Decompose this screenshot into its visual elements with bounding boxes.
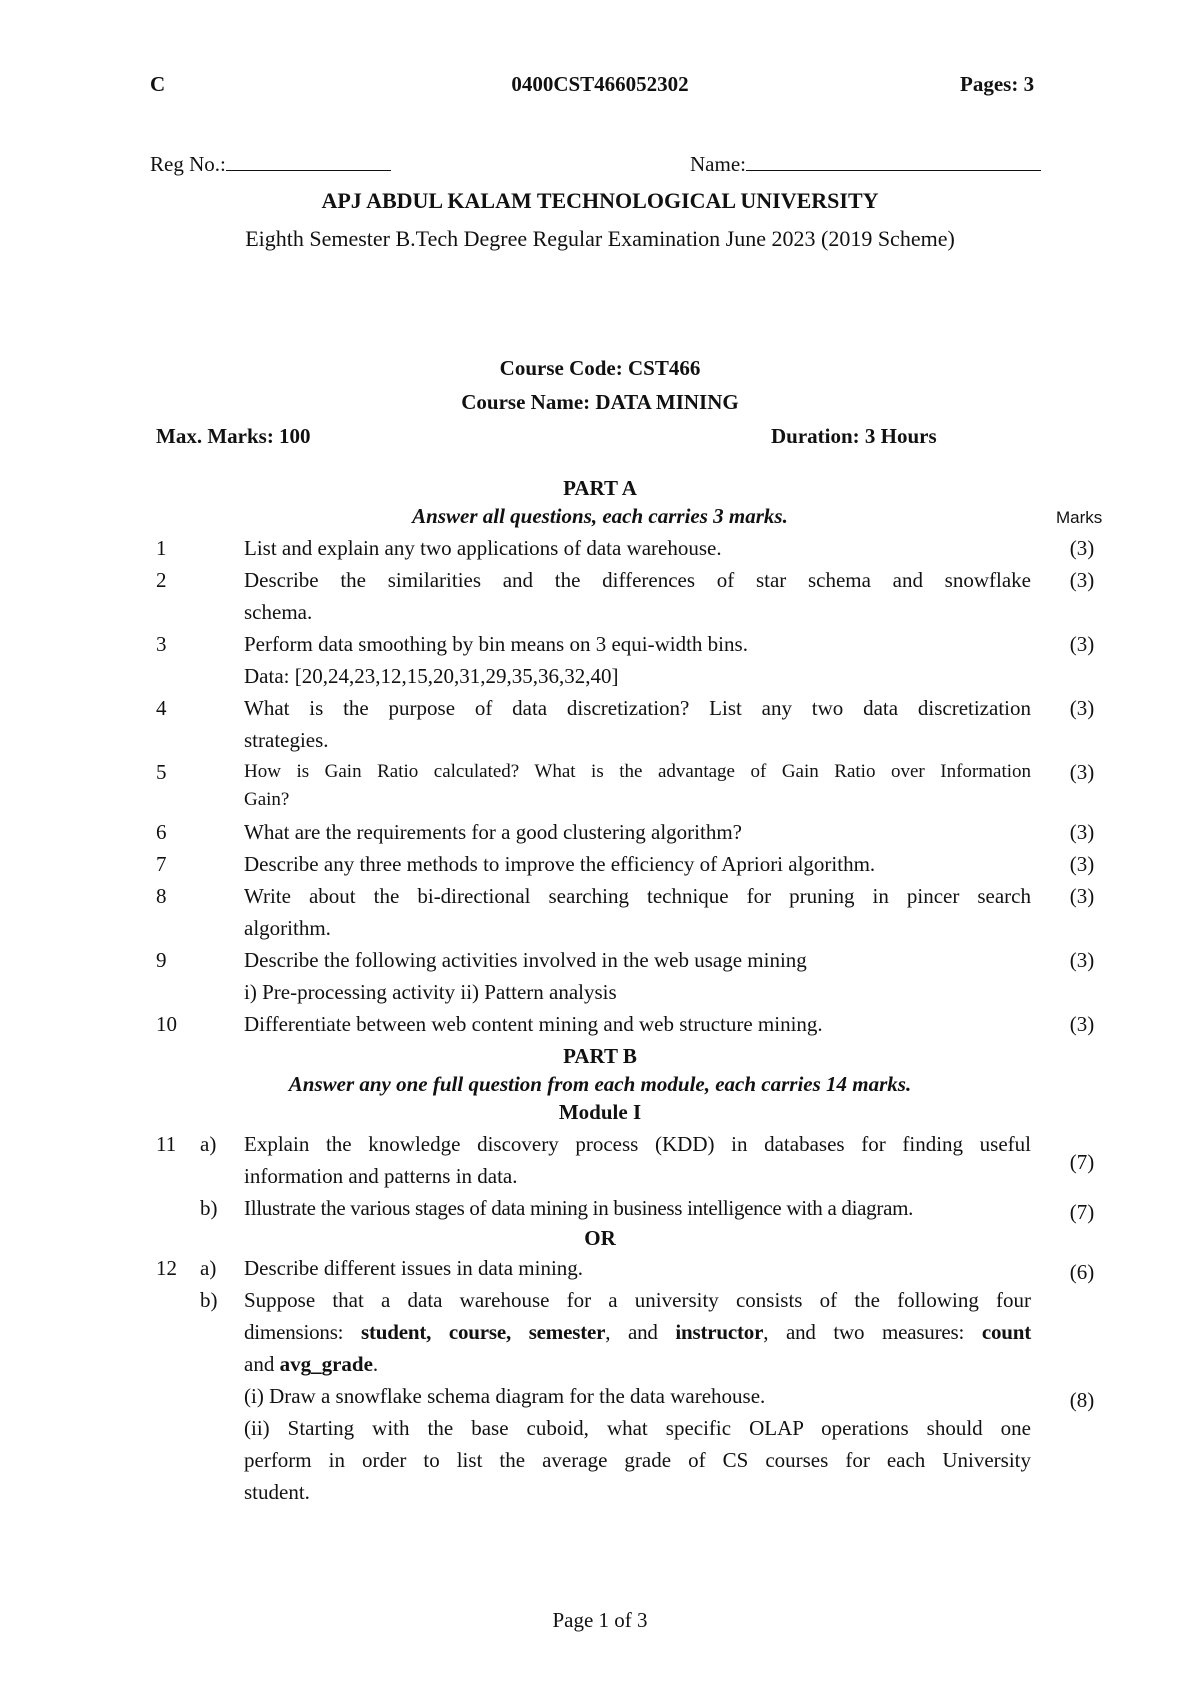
question-number: 11	[156, 1132, 177, 1156]
question-number: 2	[156, 568, 167, 592]
subquestion-label: b)	[200, 1288, 218, 1312]
text-run: and	[244, 1352, 280, 1376]
question-number: 8	[156, 884, 167, 908]
measure-name: count	[981, 1320, 1032, 1344]
question-line: Write about the bi-directional searching technique for pruning in pincer search	[244, 884, 1031, 908]
question-marks: (6)	[1069, 1260, 1095, 1284]
name-field	[690, 152, 1041, 177]
subquestion-label: a)	[200, 1256, 217, 1280]
question-text: Describe different issues in data mining.	[244, 1256, 584, 1280]
question-text	[244, 628, 1031, 692]
question-line: student.	[244, 1480, 310, 1504]
question-line: (i) Draw a snowflake schema diagram for the data warehouse.	[244, 1384, 766, 1408]
part-b-title: PART B	[563, 1044, 637, 1068]
question-number: 12	[156, 1256, 177, 1280]
dimension-names: student, course, semester	[361, 1320, 606, 1344]
name-label: Name:	[690, 152, 746, 176]
question-line: Gain?	[244, 789, 290, 810]
question-line: (ii) Starting with the base cuboid, what specific OLAP operations should one	[244, 1416, 1031, 1440]
reg-no-blank	[226, 170, 391, 171]
course-name: Course Name: DATA MINING	[461, 390, 739, 414]
name-blank	[746, 170, 1041, 171]
reg-no-field	[150, 152, 391, 177]
question-line: Perform data smoothing by bin means on 3 equi-width bins.	[244, 632, 748, 656]
question-number: 10	[156, 1012, 177, 1036]
question-marks: (3)	[1069, 632, 1095, 656]
question-marks: (3)	[1069, 760, 1095, 784]
question-marks: (7)	[1069, 1150, 1095, 1174]
module-title: Module I	[558, 1100, 642, 1124]
question-line: information and patterns in data.	[244, 1164, 518, 1188]
question-number: 3	[156, 632, 167, 656]
question-number: 4	[156, 696, 167, 720]
question-line: What is the purpose of data discretization? List any two data discretization	[244, 696, 1031, 720]
question-number: 7	[156, 852, 167, 876]
text-run: , and two measures:	[763, 1320, 982, 1344]
question-text: List and explain any two applications of data warehouse.	[244, 536, 722, 560]
question-line: Explain the knowledge discovery process (KDD) in databases for finding useful	[244, 1132, 1031, 1156]
text-run: .	[372, 1352, 379, 1376]
question-line: strategies.	[244, 728, 329, 752]
paper-code: 0400CST466052302	[511, 72, 689, 96]
exam-title: Eighth Semester B.Tech Degree Regular Examination June 2023 (2019 Scheme)	[245, 226, 955, 251]
question-marks: (3)	[1069, 820, 1095, 844]
question-line: algorithm.	[244, 916, 331, 940]
question-line: schema.	[244, 600, 313, 624]
question-text: Describe any three methods to improve the efficiency of Apriori algorithm.	[244, 852, 876, 876]
question-text	[244, 944, 1031, 1008]
duration: Duration: 3 Hours	[771, 424, 937, 448]
question-marks: (8)	[1069, 1388, 1095, 1412]
question-marks: (3)	[1069, 568, 1095, 592]
question-number: 6	[156, 820, 167, 844]
question-text	[244, 880, 1031, 944]
page-count: Pages: 3	[960, 72, 1035, 96]
question-text: Illustrate the various stages of data mining in business intelligence with a diagram.	[244, 1196, 914, 1220]
course-code: Course Code: CST466	[499, 356, 701, 380]
subquestion-label: a)	[200, 1132, 217, 1156]
question-marks: (3)	[1069, 1012, 1095, 1036]
or-separator: OR	[584, 1226, 616, 1250]
question-text: What are the requirements for a good clustering algorithm?	[244, 820, 742, 844]
question-marks: (3)	[1069, 696, 1095, 720]
part-a-instruction: Answer all questions, each carries 3 marks.	[412, 504, 788, 528]
question-text	[244, 1128, 1031, 1192]
question-line: Data: [20,24,23,12,15,20,31,29,35,36,32,40]	[244, 664, 619, 688]
dimension-name: instructor	[675, 1320, 764, 1344]
question-marks: (3)	[1069, 948, 1095, 972]
question-text	[244, 564, 1031, 628]
question-line: i) Pre-processing activity ii) Pattern analysis	[244, 980, 617, 1004]
question-marks: (3)	[1069, 536, 1095, 560]
question-marks: (7)	[1069, 1200, 1095, 1224]
question-number: 1	[156, 536, 167, 560]
question-line	[244, 1348, 1031, 1380]
measure-name: avg_grade	[279, 1352, 373, 1376]
page-footer: Page 1 of 3	[552, 1608, 648, 1632]
part-a-title: PART A	[563, 476, 637, 500]
question-line: Describe the following activities involved in the web usage mining	[244, 948, 807, 972]
set-code: C	[150, 72, 166, 96]
question-number: 5	[156, 760, 167, 784]
question-line: Describe the similarities and the differences of star schema and snowflake	[244, 568, 1031, 592]
text-run: dimensions:	[244, 1320, 361, 1344]
question-number: 9	[156, 948, 167, 972]
question-line	[244, 1316, 1031, 1348]
max-marks: Max. Marks: 100	[156, 424, 311, 448]
question-line: perform in order to list the average grade of CS courses for each University	[244, 1448, 1031, 1472]
question-line: Suppose that a data warehouse for a university consists of the following four	[244, 1288, 1031, 1312]
part-b-instruction: Answer any one full question from each module, each carries 14 marks.	[288, 1072, 912, 1096]
subquestion-label: b)	[200, 1196, 218, 1220]
question-marks: (3)	[1069, 852, 1095, 876]
question-text	[244, 756, 1031, 816]
question-text	[244, 1284, 1031, 1508]
question-line: How is Gain Ratio calculated? What is the advantage of Gain Ratio over Information	[244, 761, 1031, 782]
reg-no-label: Reg No.:	[150, 152, 226, 176]
text-run: , and	[605, 1320, 676, 1344]
question-text	[244, 692, 1031, 756]
marks-column-header: Marks	[1056, 508, 1103, 527]
university-name: APJ ABDUL KALAM TECHNOLOGICAL UNIVERSITY	[321, 188, 879, 213]
question-text: Differentiate between web content mining and web structure mining.	[244, 1012, 823, 1036]
question-marks: (3)	[1069, 884, 1095, 908]
